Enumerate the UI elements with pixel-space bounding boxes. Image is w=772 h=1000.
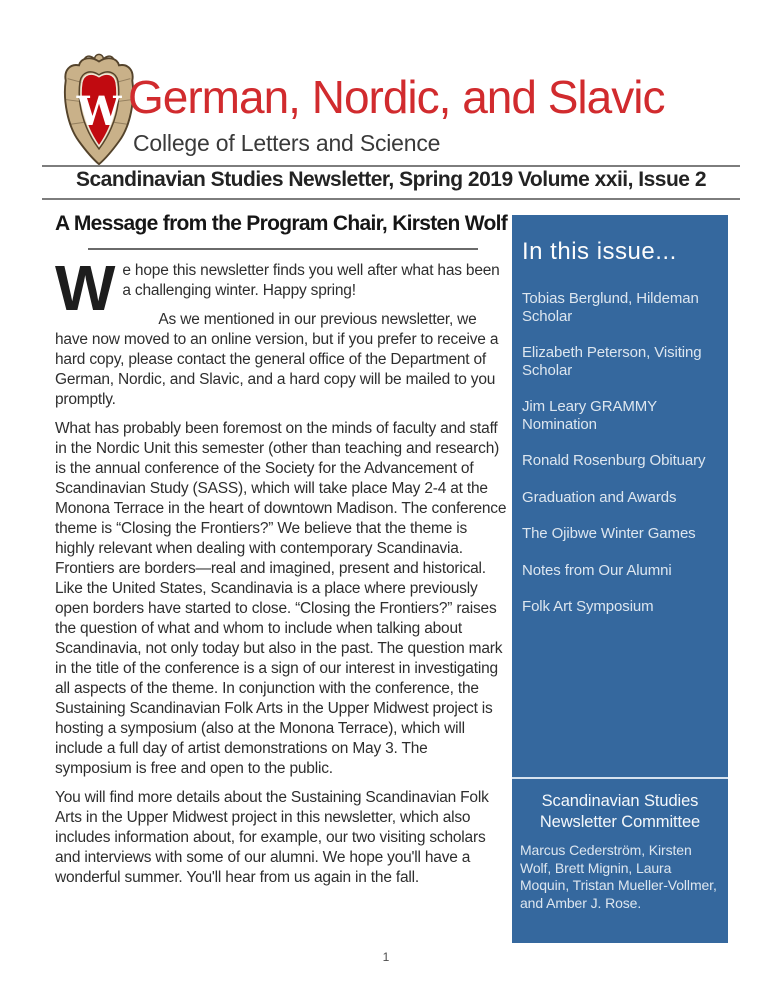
issue-item-ojibwe-winter-games: The Ojibwe Winter Games	[522, 525, 696, 542]
issue-item-elizabeth-peterson: Elizabeth Peterson, Visiting Scholar	[522, 344, 702, 379]
newsletter-banner: Scandinavian Studies Newsletter, Spring 2019 Volume xxii, Issue 2	[75, 168, 707, 191]
article-paragraph-1: e hope this newsletter finds you well after what has been a challenging winter. Happy spring!	[122, 262, 500, 299]
in-this-issue-sidebar	[512, 215, 728, 943]
newsletter-committee-box	[512, 777, 728, 943]
article-paragraph-2: As we mentioned in our previous newsletter, we have now moved to an online version, but if you prefer to receive a hard copy, please contact the general office of the Department of German, Nordic, and Slavic, and a hard copy will be mailed to you promptly.	[55, 311, 499, 408]
committee-title: Scandinavian Studies Newsletter Committee	[539, 792, 701, 831]
issue-item-folk-art-symposium: Folk Art Symposium	[522, 598, 654, 615]
college-subtitle: College of Letters and Science	[133, 130, 441, 156]
sidebar-heading: In this issue...	[522, 238, 677, 265]
article-title-underline	[88, 248, 478, 250]
issue-item-ronald-rosenburg: Ronald Rosenburg Obituary	[522, 452, 706, 469]
issue-item-graduation-awards: Graduation and Awards	[522, 488, 677, 506]
committee-members: Marcus Cederström, Kirsten Wolf, Brett Mignin, Laura Moquin, Tristan Mueller-Vollmer, and Amber J. Rose.	[520, 842, 717, 911]
page-number: 1	[382, 950, 390, 964]
crest-w-letter: W	[76, 89, 122, 136]
issue-item-tobias-berglund: Tobias Berglund, Hildeman Scholar	[522, 290, 699, 325]
department-title: German, Nordic, and Slavic	[128, 71, 665, 123]
article-paragraph-3: What has probably been foremost on the minds of faculty and staff in the Nordic Unit this semester (other than teaching and research) is the annual conference of the Society for the Advancement of Scandinavian Study (SASS), which will take place May 2-4 at the Monona Terrace in the heart of downtown Madison. The conference theme is “Closing the Frontiers?” We believe that the theme is highly relevant when dealing with contemporary Scandinavia. Frontiers are borders—real and imagined, present and historical. Like the United States, Scandinavia is a place where previously open borders have started to close. “Closing the Frontiers?” raises the question of what and whom to include when talking about Scandinavia, not only today but also in the past. The question mark in the title of the conference is a sign of our interest in investigating all aspects of the theme. In conjunction with the conference, the Sustaining Scandinavian Folk Arts in the Upper Midwest project is hosting a symposium (also at the Monona Terrace), which will include a full day of artist demonstrations on May 3. The symposium is free and open to the public.	[55, 420, 507, 777]
banner-rule-top	[42, 165, 740, 167]
issue-item-jim-leary: Jim Leary GRAMMY Nomination	[522, 398, 657, 433]
dropcap-w: W	[55, 252, 116, 324]
article-body	[55, 252, 507, 888]
issue-list	[522, 290, 724, 616]
article-paragraph-4: You will find more details about the Sustaining Scandinavian Folk Arts in the Upper Midwest project in this newsletter, which also includes information about, for example, our two visiting scholars and interviews with some of our alumni. We hope you'll have a wonderful summer. You'll hear from us again in the fall.	[55, 789, 489, 886]
issue-item-alumni-notes: Notes from Our Alumni	[522, 561, 672, 579]
banner-rule-bottom	[42, 198, 740, 200]
main-article	[55, 212, 507, 897]
article-title: A Message from the Program Chair, Kirsten Wolf	[55, 212, 508, 235]
